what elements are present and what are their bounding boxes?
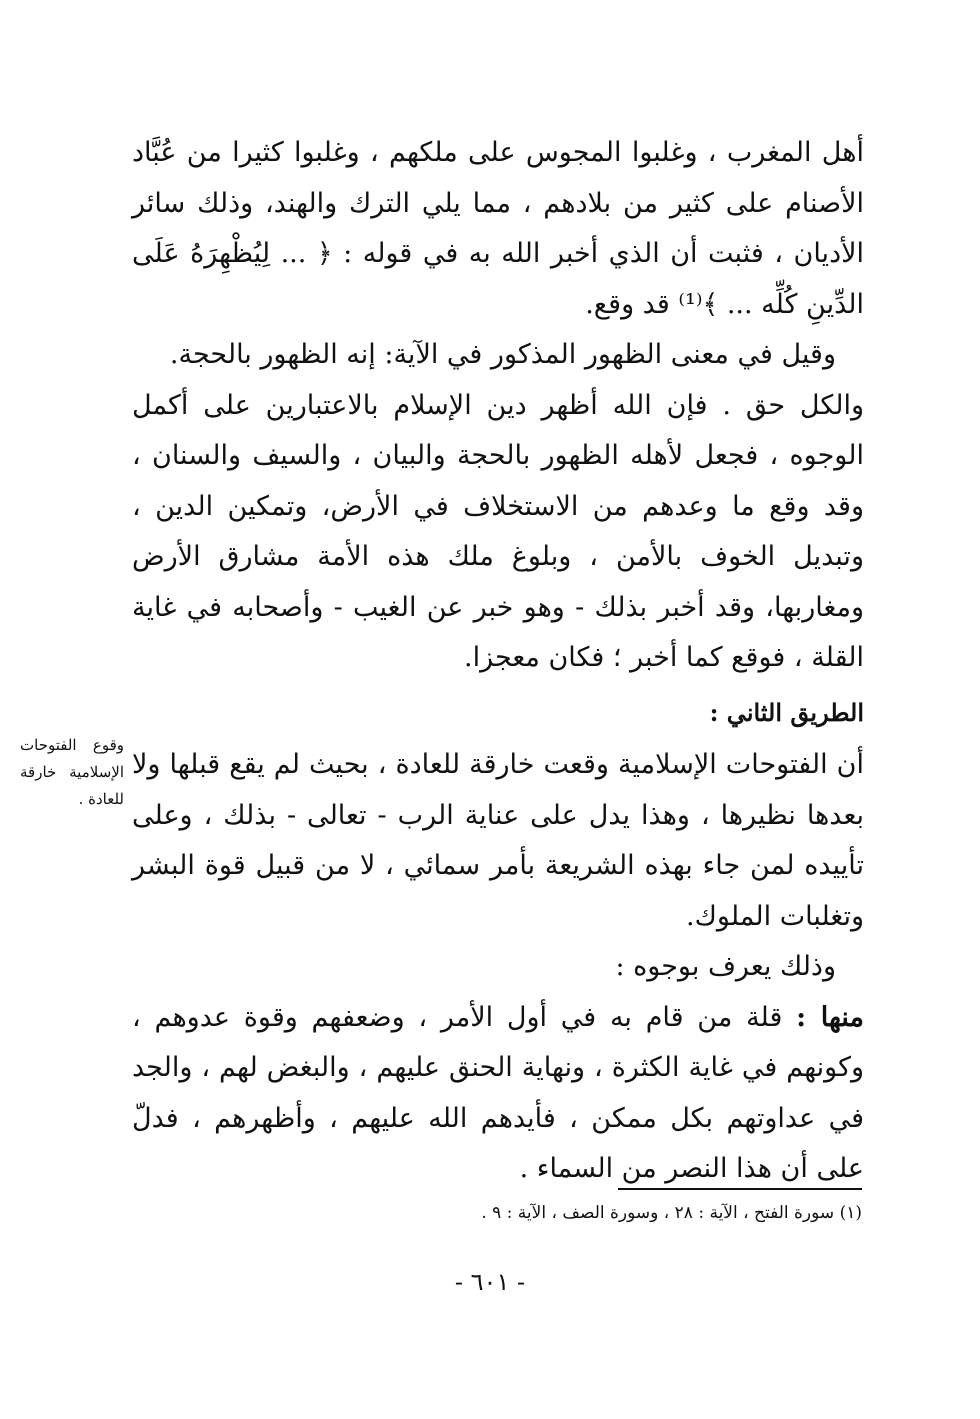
section-heading: الطريق الثاني : [709, 697, 864, 727]
margin-note: وقوع الفتوحات الإسلامية خارقة للعادة . [20, 736, 124, 808]
paragraph-6-lead: منها : [796, 1001, 864, 1033]
paragraph-6 [132, 993, 864, 1195]
page-number: - ٦٠١ - [454, 1268, 526, 1296]
footnote-divider [618, 1188, 862, 1190]
paragraph-2: وقيل في معنى الظهور المذكور في الآية: إنه الظهور بالحجة. [169, 339, 836, 370]
paragraph-4: أن الفتوحات الإسلامية وقعت خارقة للعادة ، بحيث لم يقع قبلها ولا بعدها نظيرها ، وهذا يدل على عناية الرب - تعالى - بذلك ، وعلى تأييده لمن جاء بهذه الشريعة بأمر سمائي ، لا من قبيل قوة البشر وتغلبات الملوك. [132, 749, 864, 932]
main-text [132, 128, 864, 1195]
paragraph-5: وذلك يعرف بوجوه : [615, 951, 836, 982]
paragraph-6-body: قلة من قام به في أول الأمر ، وضعفهم وقوة عدوهم ، وكونهم في غاية الكثرة ، ونهاية الحنق عليهم ، والبغض لهم ، والجد في عداوتهم بكل ممكن ، فأيدهم الله عليهم ، وأظهرهم ، فدلّ على أن هذا النصر من السماء . [132, 1001, 864, 1184]
paragraph-3: والكل حق . فإن الله أظهر دين الإسلام بالاعتبارين على أكمل الوجوه ، فجعل لأهله الظهور بالحجة والبيان ، والسيف والسنان ، وقد وقع ما وعدهم من الاستخلاف في الأرض، وتمكين الدين ، وتبديل الخوف بالأمن ، وبلوغ ملك هذه الأمة مشارق الأرض ومغاربها، وقد أخبر بذلك - وهو خبر عن الغيب - وأصحابه في غاية القلة ، فوقع كما أخبر ؛ فكان معجزا. [132, 389, 864, 673]
footnote: (١) سورة الفتح ، الآية : ٢٨ ، وسورة الصف ، الآية : ٩ . [481, 1203, 862, 1223]
paragraph-1: أهل المغرب ، وغلبوا المجوس على ملكهم ، وغلبوا كثيرا من عُبَّاد الأصنام على كثير من بلادهم ، مما يلي الترك والهند، وذلك سائر الأديان ، فثبت أن الذي أخبر الله به في قوله : ﴿ ... لِيُظْهِرَهُ عَلَى الدِّينِ كُلِّه ... ﴾⁽¹⁾ قد وقع. [132, 137, 864, 320]
